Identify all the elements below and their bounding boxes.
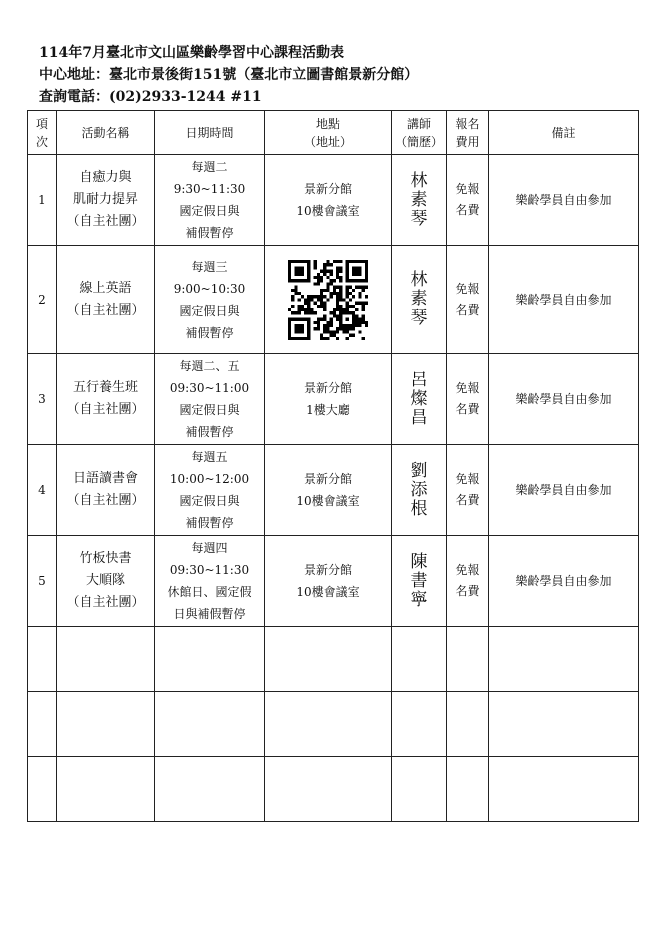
activity-location bbox=[265, 246, 392, 354]
activity-fee: 免報 名費 bbox=[447, 536, 489, 627]
activity-datetime: 每週五 10:00~12:00 國定假日與 補假暫停 bbox=[155, 445, 265, 536]
row-num: 2 bbox=[28, 246, 57, 354]
row-num: 3 bbox=[28, 354, 57, 445]
empty-cell bbox=[489, 757, 639, 822]
empty-cell bbox=[155, 627, 265, 692]
activity-teacher: 林 素 琴 bbox=[392, 246, 447, 354]
activity-teacher: 林 素 琴 bbox=[392, 155, 447, 246]
row-num: 1 bbox=[28, 155, 57, 246]
table-row bbox=[28, 246, 639, 354]
empty-cell bbox=[265, 757, 392, 822]
row-num: 4 bbox=[28, 445, 57, 536]
activity-datetime: 每週二、五 09:30~11:00 國定假日與 補假暫停 bbox=[155, 354, 265, 445]
table-row bbox=[28, 536, 639, 627]
activity-note: 樂齡學員自由參加 bbox=[489, 354, 639, 445]
center-phone: 查詢電話：(02)2933-1244 #11 bbox=[39, 89, 262, 105]
header-location: 地點 （地址） bbox=[265, 111, 392, 155]
activity-datetime: 每週三 9:00~10:30 國定假日與 補假暫停 bbox=[155, 246, 265, 354]
table-row bbox=[28, 445, 639, 536]
activity-location: 景新分館 10樓會議室 bbox=[265, 445, 392, 536]
activity-location: 景新分館 10樓會議室 bbox=[265, 155, 392, 246]
empty-cell bbox=[57, 627, 155, 692]
empty-cell bbox=[57, 757, 155, 822]
empty-cell bbox=[28, 692, 57, 757]
empty-cell bbox=[265, 692, 392, 757]
qr-code-icon[interactable] bbox=[288, 260, 368, 340]
header-teacher: 講師 （簡歷） bbox=[392, 111, 447, 155]
header-num: 項 次 bbox=[28, 111, 57, 155]
empty-cell bbox=[155, 692, 265, 757]
activity-location: 景新分館 10樓會議室 bbox=[265, 536, 392, 627]
empty-cell bbox=[489, 692, 639, 757]
activity-fee: 免報 名費 bbox=[447, 155, 489, 246]
empty-cell bbox=[28, 757, 57, 822]
table-row bbox=[28, 155, 639, 246]
activity-name: 日語讀書會 （自主社團） bbox=[57, 445, 155, 536]
activity-datetime: 每週二 9:30~11:30 國定假日與 補假暫停 bbox=[155, 155, 265, 246]
empty-row bbox=[28, 692, 639, 757]
empty-cell bbox=[489, 627, 639, 692]
activity-location: 景新分館 1樓大廳 bbox=[265, 354, 392, 445]
activity-note: 樂齡學員自由參加 bbox=[489, 246, 639, 354]
empty-cell bbox=[447, 757, 489, 822]
empty-cell bbox=[447, 627, 489, 692]
empty-cell bbox=[447, 692, 489, 757]
activity-fee: 免報 名費 bbox=[447, 445, 489, 536]
document-header bbox=[39, 42, 639, 108]
empty-cell bbox=[57, 692, 155, 757]
empty-cell bbox=[155, 757, 265, 822]
table-header-row bbox=[28, 111, 639, 155]
empty-row bbox=[28, 757, 639, 822]
row-num: 5 bbox=[28, 536, 57, 627]
header-fee: 報名 費用 bbox=[447, 111, 489, 155]
activity-name: 自癒力與 肌耐力提昇 （自主社團） bbox=[57, 155, 155, 246]
activity-fee: 免報 名費 bbox=[447, 354, 489, 445]
activity-note: 樂齡學員自由參加 bbox=[489, 155, 639, 246]
document-title: 114年7月臺北市文山區樂齡學習中心課程活動表 bbox=[39, 45, 344, 61]
empty-cell bbox=[392, 627, 447, 692]
activity-name: 線上英語 （自主社團） bbox=[57, 246, 155, 354]
activity-teacher: 劉 添 根 bbox=[392, 445, 447, 536]
table-row bbox=[28, 354, 639, 445]
empty-cell bbox=[265, 627, 392, 692]
activity-note: 樂齡學員自由參加 bbox=[489, 536, 639, 627]
header-datetime: 日期時間 bbox=[155, 111, 265, 155]
empty-row bbox=[28, 627, 639, 692]
empty-cell bbox=[392, 692, 447, 757]
header-note: 備註 bbox=[489, 111, 639, 155]
activity-name: 五行養生班 （自主社團） bbox=[57, 354, 155, 445]
activity-note: 樂齡學員自由參加 bbox=[489, 445, 639, 536]
activity-fee: 免報 名費 bbox=[447, 246, 489, 354]
header-name: 活動名稱 bbox=[57, 111, 155, 155]
empty-cell bbox=[28, 627, 57, 692]
empty-cell bbox=[392, 757, 447, 822]
activity-teacher: 呂 燦 昌 bbox=[392, 354, 447, 445]
activity-teacher: 陳 書 寧 bbox=[392, 536, 447, 627]
activity-datetime: 每週四 09:30~11:30 休館日、國定假 日與補假暫停 bbox=[155, 536, 265, 627]
course-table bbox=[27, 110, 639, 822]
activity-name: 竹板快書 大順隊 （自主社團） bbox=[57, 536, 155, 627]
center-address: 中心地址：臺北市景後街151號（臺北市立圖書館景新分館） bbox=[39, 67, 419, 83]
